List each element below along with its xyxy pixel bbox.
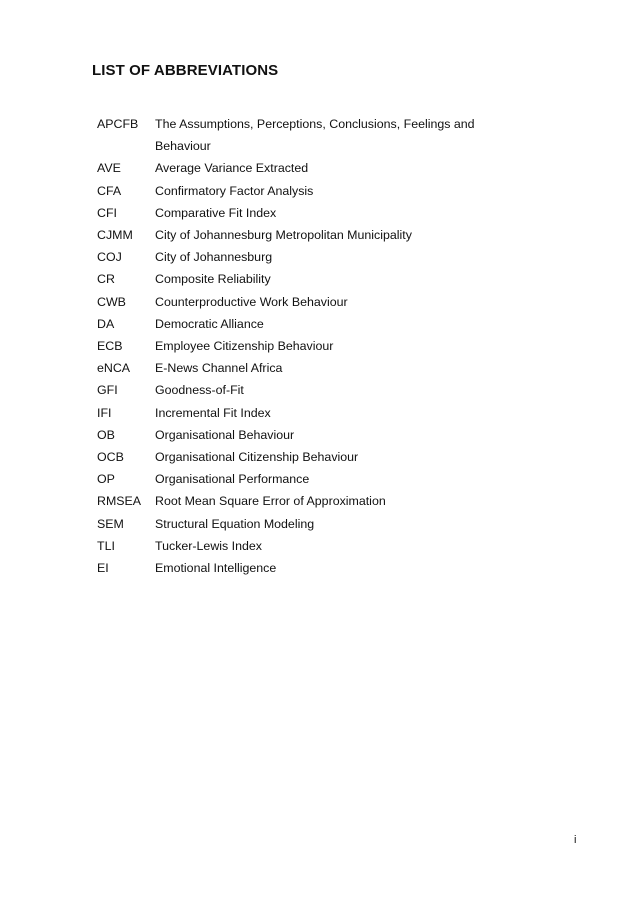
abbreviation-definition: Goodness-of-Fit <box>155 383 244 398</box>
abbreviation: TLI <box>97 538 115 553</box>
list-item <box>97 468 537 490</box>
list-item <box>97 180 537 202</box>
abbreviation: APCFB <box>97 117 139 131</box>
abbreviation-definition: Organisational Performance <box>155 472 310 487</box>
list-item <box>97 268 537 290</box>
abbreviation-definition: Root Mean Square Error of Approximation <box>155 494 386 509</box>
abbreviation: ECB <box>97 339 123 354</box>
abbreviation: CWB <box>97 294 126 309</box>
abbreviation: OCB <box>97 450 124 465</box>
abbreviation-definition: Tucker-Lewis Index <box>155 538 262 553</box>
list-item <box>97 513 537 535</box>
abbreviation: AVE <box>97 161 121 176</box>
abbreviation: IFI <box>97 405 112 420</box>
abbreviation-definition: E-News Channel Africa <box>155 361 283 376</box>
list-item <box>97 446 537 468</box>
abbreviation: CFI <box>97 205 117 220</box>
list-item <box>97 313 537 335</box>
list-item <box>97 402 537 424</box>
abbreviation: CR <box>97 272 115 287</box>
abbreviation: eNCA <box>97 361 131 376</box>
list-item <box>97 291 537 313</box>
abbreviation: OP <box>97 472 115 487</box>
abbreviation-definition: Employee Citizenship Behaviour <box>155 339 334 354</box>
abbreviation-definition: Counterproductive Work Behaviour <box>155 294 348 309</box>
list-item <box>97 557 537 579</box>
abbreviation: SEM <box>97 516 124 531</box>
list-item <box>97 202 537 224</box>
abbreviation-definition: Organisational Citizenship Behaviour <box>155 450 359 465</box>
abbreviation-list <box>97 113 537 579</box>
list-item <box>97 357 537 379</box>
list-item <box>97 335 537 357</box>
abbreviation: EI <box>97 561 109 576</box>
abbreviation: COJ <box>97 250 122 265</box>
abbreviation-definition: Structural Equation Modeling <box>155 516 315 531</box>
abbreviation-definition: Average Variance Extracted <box>155 161 309 176</box>
abbreviation-definition: Comparative Fit Index <box>155 205 277 220</box>
abbreviation-definition: Democratic Alliance <box>155 316 264 331</box>
abbreviation: RMSEA <box>97 494 142 509</box>
list-item <box>97 157 537 179</box>
abbreviation-definition: Organisational Behaviour <box>155 427 295 442</box>
abbreviation: CFA <box>97 183 122 198</box>
abbreviation: GFI <box>97 383 118 398</box>
list-item <box>97 535 537 557</box>
page-title: LIST OF ABBREVIATIONS <box>92 62 279 79</box>
list-item <box>97 246 537 268</box>
abbreviation-definition: Confirmatory Factor Analysis <box>155 183 314 198</box>
list-item <box>97 424 537 446</box>
abbreviation-definition: Composite Reliability <box>155 272 271 287</box>
list-item <box>97 379 537 401</box>
abbreviation-definition: City of Johannesburg <box>155 250 273 265</box>
abbreviation-definition: The Assumptions, Perceptions, Conclusions, Feelings and Behaviour <box>155 117 475 154</box>
abbreviation-definition: Emotional Intelligence <box>155 561 277 576</box>
abbreviation-definition: City of Johannesburg Metropolitan Municipality <box>155 228 412 243</box>
abbreviation-definition: Incremental Fit Index <box>155 405 271 420</box>
abbreviation: OB <box>97 427 115 442</box>
list-item <box>97 490 537 512</box>
abbreviation: DA <box>97 316 115 331</box>
list-item <box>97 224 537 246</box>
page-number: i <box>574 834 577 846</box>
abbreviation: CJMM <box>97 228 133 243</box>
list-item <box>97 113 537 157</box>
